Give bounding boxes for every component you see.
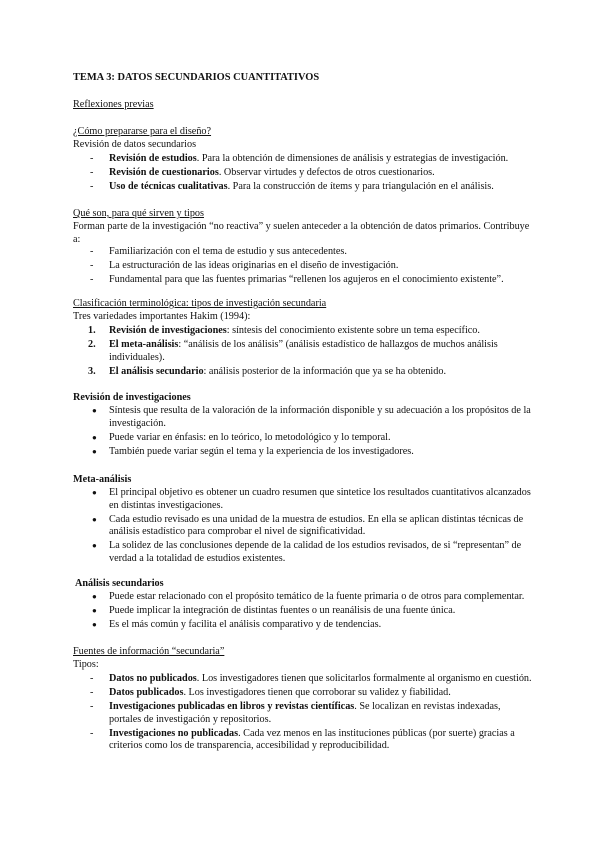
list-item: ● El principal objetivo es obtener un cuadro resumen que sintetice los resultados cuantitativos alcanzados en distintas investigaciones. <box>92 487 531 511</box>
heading-meta: Meta-análisis <box>73 474 132 485</box>
revision-list <box>73 405 533 460</box>
que-list <box>73 246 533 288</box>
clasif-intro: Tres variedades importantes Hakim (1994): <box>73 311 251 322</box>
list-item: ● Es el más común y facilita el análisis comparativo y de tendencias. <box>92 619 382 631</box>
heading-que: Qué son, para qué sirven y tipos <box>73 208 204 219</box>
heading-clasif: Clasificación terminológica: tipos de investigación secundaria <box>73 298 327 309</box>
list-item: - Datos no publicados. Los investigadores tienen que solicitarlos formalmente al organismo en cuestión. <box>90 673 532 684</box>
list-item: ● Síntesis que resulta de la valoración de la información disponible y su adecuación a los propósitos de la investigación. <box>92 405 531 429</box>
list-item: - Familiarización con el tema de estudio y sus antecedentes. <box>90 246 347 257</box>
list-item: ● Cada estudio revisado es una unidad de la muestra de estudios. En ella se aplican distintas técnicas de análisis estadístico para comprobar el nivel de significatividad. <box>92 513 524 538</box>
heading-prep: ¿Cómo prepararse para el diseño? <box>73 126 212 137</box>
list-item: - Revisión de estudios. Para la obtención de dimensiones de análisis y estrategias de investigación. <box>90 153 509 164</box>
fuentes-intro: Tipos: <box>73 659 99 670</box>
list-item: - Uso de técnicas cualitativas. Para la construcción de ítems y para triangulación en el análisis. <box>90 181 494 193</box>
heading-revision: Revisión de investigaciones <box>73 392 191 403</box>
prep-list <box>73 153 533 195</box>
list-item: - La estructuración de las ideas originarias en el diseño de investigación. <box>90 260 399 272</box>
list-item: 1. Revisión de investigaciones: síntesis del conocimiento existente sobre un tema específico. <box>88 325 480 336</box>
list-item: - Fundamental para que las fuentes primarias “rellenen los agujeros en el conocimiento existente”. <box>90 274 504 286</box>
que-intro: Forman parte de la investigación “no reactiva” y suelen anteceder a la obtención de datos primarios. Contribuye a: <box>73 221 530 245</box>
section-reflexiones: Reflexiones previas <box>73 99 154 110</box>
list-item: ● Puede estar relacionado con el propósito temático de la fuente primaria o de otros para complementar. <box>92 591 525 602</box>
fuentes-list <box>73 673 533 755</box>
list-item: ● También puede variar según el tema y la experiencia de los investigadores. <box>92 445 414 457</box>
prep-intro: Revisión de datos secundarios <box>73 139 197 150</box>
list-item: - Investigaciones publicadas en libros y revistas científicas. Se localizan en revistas indexadas, portales de investigación y repositorios. <box>90 701 501 725</box>
document-title: TEMA 3: DATOS SECUNDARIOS CUANTITATIVOS <box>73 72 320 83</box>
clasif-list <box>73 325 533 380</box>
heading-secundario: Análisis secundarios <box>75 578 164 589</box>
list-item: ● Puede implicar la integración de distintas fuentes o un reanálisis de una fuente única. <box>92 605 456 617</box>
list-item: 3. El análisis secundario: análisis posterior de la información que ya se ha obtenido. <box>88 365 446 377</box>
list-item: - Investigaciones no publicadas. Cada vez menos en las instituciones públicas (por suerte) gracias a criterios como los de transparencia, accesibilidad y reproducibilidad. <box>90 727 515 752</box>
secundario-list <box>73 591 533 633</box>
list-item: 2. El meta-análisis: “análisis de los análisis” (análisis estadístico de hallazgos de muchos análisis individuales). <box>88 339 498 363</box>
list-item: - Revisión de cuestionarios. Observar virtudes y defectos de otros cuestionarios. <box>90 167 435 179</box>
meta-list <box>73 487 533 567</box>
list-item: ● La solidez de las conclusiones depende de la calidad de los estudios revisados, de si “representan” de verdad a la totalidad de estudios existentes. <box>92 540 522 564</box>
list-item: - Datos publicados. Los investigadores tienen que corroborar su validez y fiabilidad. <box>90 687 451 699</box>
list-item: ● Puede variar en énfasis: en lo teórico, lo metodológico y lo temporal. <box>92 431 391 443</box>
heading-fuentes: Fuentes de información “secundaria” <box>73 646 225 657</box>
